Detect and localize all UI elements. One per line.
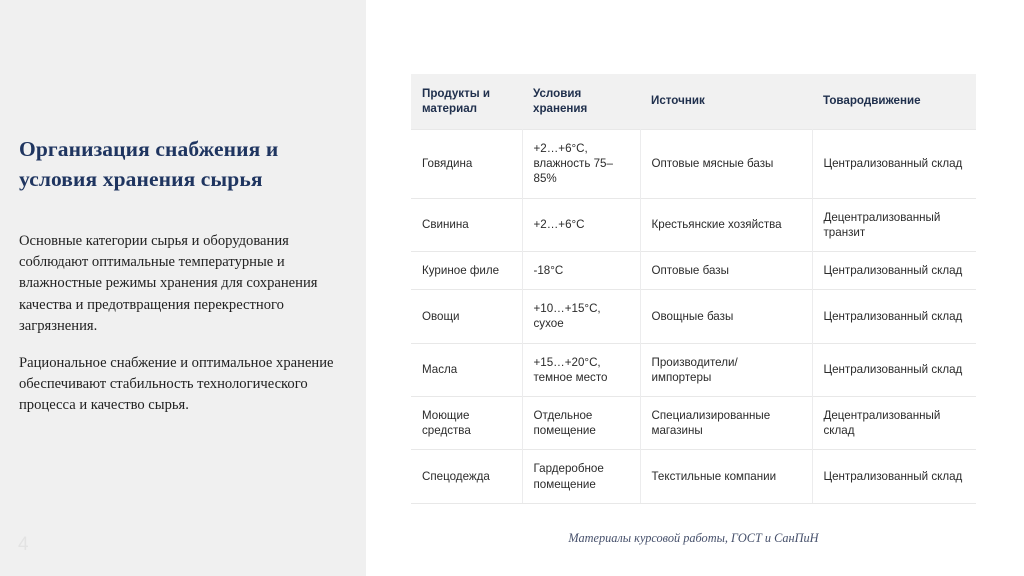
- cell-product: Говядина: [411, 130, 522, 199]
- cell-product: Куриное филе: [411, 252, 522, 290]
- column-header-distribution: Товародвижение: [812, 74, 976, 130]
- table-header: [411, 74, 976, 130]
- page-number: 4: [18, 534, 29, 555]
- table-row: [411, 252, 976, 290]
- table-header-row: [411, 74, 976, 130]
- table-row: [411, 397, 976, 450]
- table-row: [411, 198, 976, 251]
- table-row: [411, 450, 976, 503]
- cell-distribution: Централизованный склад: [812, 343, 976, 396]
- cell-distribution: Децентрализованный склад: [812, 397, 976, 450]
- cell-product: Спецодежда: [411, 450, 522, 503]
- column-header-product: Продукты и материал: [411, 74, 522, 130]
- cell-source: Специализированные магазины: [640, 397, 812, 450]
- cell-distribution: Децентрализованный транзит: [812, 198, 976, 251]
- cell-storage: +15…+20°C, темное место: [522, 343, 640, 396]
- cell-product: Масла: [411, 343, 522, 396]
- left-text-panel: [0, 0, 366, 576]
- table-caption: Материалы курсовой работы, ГОСТ и СанПиН: [568, 531, 819, 545]
- cell-distribution: Централизованный склад: [812, 130, 976, 199]
- cell-source: Оптовые мясные базы: [640, 130, 812, 199]
- cell-storage: +2…+6°C, влажность 75–85%: [522, 130, 640, 199]
- cell-distribution: Централизованный склад: [812, 450, 976, 503]
- cell-product: Свинина: [411, 198, 522, 251]
- table-row: [411, 290, 976, 343]
- cell-storage: Гардеробное помещение: [522, 450, 640, 503]
- cell-source: Крестьянские хозяйства: [640, 198, 812, 251]
- table-row: [411, 343, 976, 396]
- page-title: Организация снабжения и условия хранения сырья: [19, 137, 279, 191]
- table-body: [411, 130, 976, 504]
- cell-product: Овощи: [411, 290, 522, 343]
- column-header-source: Источник: [640, 74, 812, 130]
- body-paragraph-1: Основные категории сырья и оборудования соблюдают оптимальные температурные и влажностные режимы хранения для сохранения качества и предотвращения перекрестного загрязнения.: [19, 233, 318, 334]
- cell-storage: Отдельное помещение: [522, 397, 640, 450]
- table-row: [411, 130, 976, 199]
- body-paragraph-2: Рациональное снабжение и оптимальное хранение обеспечивают стабильность технологического процесса и качество сырья.: [19, 355, 334, 414]
- storage-conditions-table: [411, 74, 976, 504]
- cell-source: Текстильные компании: [640, 450, 812, 503]
- column-header-storage: Условия хранения: [522, 74, 640, 130]
- cell-storage: +10…+15°C, сухое: [522, 290, 640, 343]
- cell-storage: -18°C: [522, 252, 640, 290]
- cell-storage: +2…+6°C: [522, 198, 640, 251]
- cell-product: Моющие средства: [411, 397, 522, 450]
- cell-source: Производители/ импортеры: [640, 343, 812, 396]
- storage-conditions-table-container: [411, 74, 976, 504]
- cell-source: Оптовые базы: [640, 252, 812, 290]
- cell-distribution: Централизованный склад: [812, 252, 976, 290]
- cell-source: Овощные базы: [640, 290, 812, 343]
- cell-distribution: Централизованный склад: [812, 290, 976, 343]
